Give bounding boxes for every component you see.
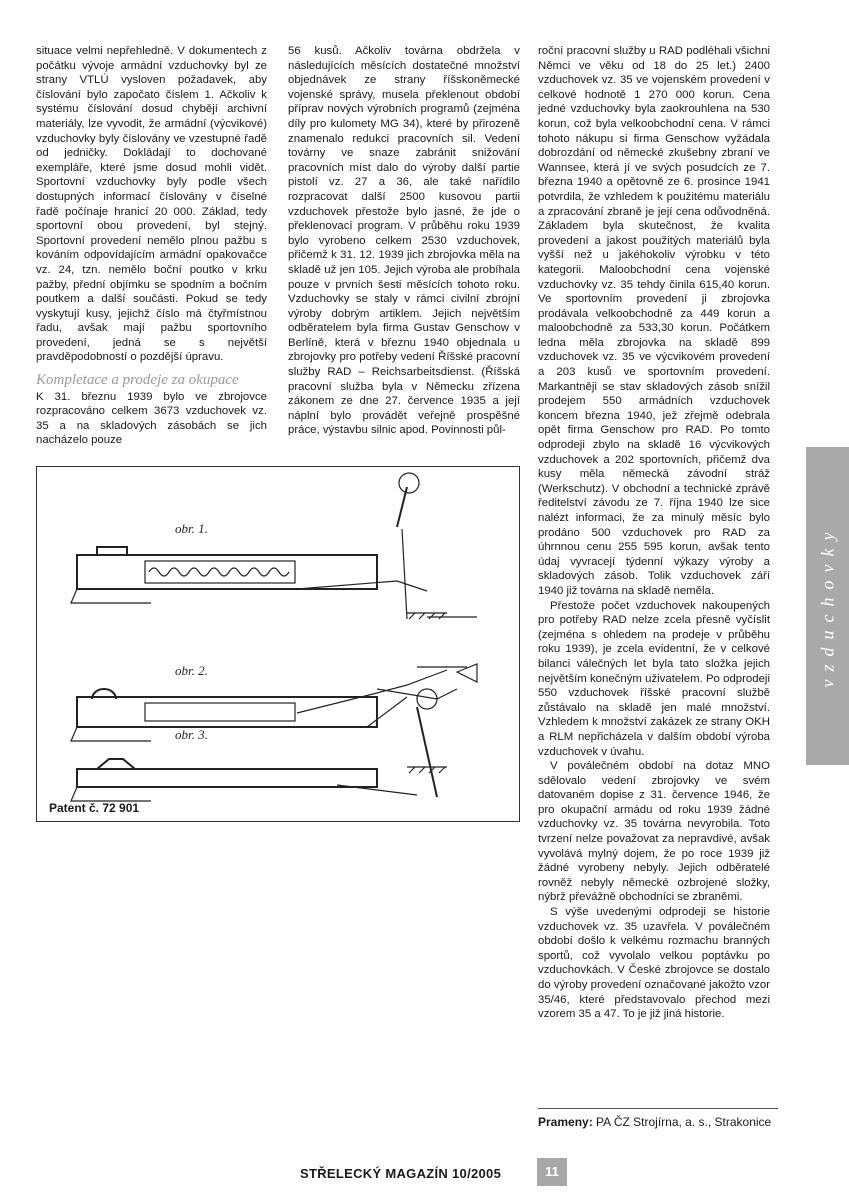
- page-number: 11: [537, 1158, 567, 1186]
- sources-text: PA ČZ Strojírna, a. s., Strakonice: [596, 1115, 772, 1129]
- mechanism-drawing-3: [71, 689, 437, 801]
- sources-label: Prameny:: [538, 1115, 593, 1129]
- mechanism-drawing-2: [71, 664, 477, 741]
- text-column-2: [288, 44, 520, 438]
- figure-caption: Patent č. 72 901: [49, 801, 140, 815]
- mechanism-drawing-1: [71, 473, 477, 667]
- paragraph: V poválečném období na dotaz MNO sdělovalo vedení zbrojovky ve svém datovaném dopise z 31. července 1946, že pro okupační armádu od roku 1939 žádné vzduchovky vz. 35 továrna nevyrobila. Toto tvrzení nelze považovat za nepravdivé, avšak vyvolává mylný dojem, že po roce 1939 již žádné vyrobeny nebyly. Jejich odběratelé rovněž nebyly německé ozbrojené složky, nýbrž převážně obchodníci se zbraněmi.: [538, 760, 770, 904]
- figure-label-obr1: obr. 1.: [175, 521, 208, 536]
- side-tab-label: vzduchovky: [817, 524, 837, 688]
- figure-label-obr3: obr. 3.: [175, 727, 208, 742]
- section-heading: Kompletace a prodeje za okupace: [36, 372, 239, 389]
- patent-drawing-svg: [37, 467, 519, 821]
- section-side-tab: [806, 447, 849, 765]
- paragraph: situace velmi nepřehledně. V dokumentech z počátku vývoje armádní vzduchovky byl ze strany VTLÚ vysloven požadavek, aby číslování bylo započato číslem 1. Ačkoliv k systému číslování dosud chybějí archivní materiály, lze vyvodit, že armádní (výcvikové) vzduchovky byly číslovány ve vzestupné řadě od jedničky. Dokládají to dochované exempláře, které jsme dosud mohli vidět. Sportovní vzduchovky byly podle všech dostupných informací číslovány v číselné řadě počínaje hranicí 20 000. Základ, tedy sportovní obou provedení, byl stejný. Sportovní provedení nemělo plnou pažbu s kováním odpovídajícím armádní opakovačce vz. 24, tzn. nemělo boční poutko v krku pažby, přední objímku se spodním a bočním poutkem a další součásti. Pokud se tedy vyskytují kusy, jejichž číslo má čtyřmístnou řadu, avšak mají pažbu sportovního provedení, jedná se s největší pravděpodobností o pozdější úpravu.: [36, 45, 267, 364]
- paragraph: S výše uvedenými odprodeji se historie vzduchovek vz. 35 uzavřela. V poválečném období došlo k velkému rozmachu branných sportů, což vyvolalo velkou poptávku po vzduchovkách. V České zbrojovce se dostalo do výroby provedení označované jakožto vzor 35/46, které představovalo přechod mezi vzorem 35 a 47. To je již jiná historie.: [538, 906, 770, 1021]
- sources: [538, 1108, 778, 1129]
- magazine-footer: STŘELECKÝ MAGAZÍN 10/2005: [300, 1166, 502, 1181]
- text-column-3: [538, 44, 770, 1022]
- text-column-1: [36, 44, 267, 448]
- figure-label-obr2: obr. 2.: [175, 663, 208, 678]
- paragraph: Přestože počet vzduchovek nakoupených pro potřeby RAD nelze zcela přesně vyčíslit (zejména s ohledem na prodeje v průběhu roku 1939), je zcela evidentní, že v celkové bilanci válečných let byla tato složka jejich největším konečným uživatelem. Po odprodeji 550 vzduchovek říšské pracovní službě zůstávalo na skladě jen malé množství. Vzhledem k množství zakázek ze strany OKH a RLM nepřicházela v dalším období výroba vzduchovek v úvahu.: [538, 599, 770, 758]
- paragraph: 56 kusů. Ačkoliv továrna obdržela v následujících měsících dostatečné množství objednávek ze strany říšskoněmecké vojenské správy, musela překlenout období příprav nových výrobních programů (zejména díly pro kulomety MG 34), které by přirozeně znamenalo redukci pracovních sil. Vedení továrny ve snaze zabránit snižování pracovních míst dalo do výroby další partie pistolí vz. 27 a 36, ale také nařídilo rozpracovat další 2500 kusovou partii vzduchovek přestože bylo jasné, že jde o překlenovací program. V průběhu roku 1939 bylo vyrobeno celkem 2530 vzduchovek, přičemž k 31. 12. 1939 jich zbrojovka měla na skladě už jen 105. Jejich výroba ale probíhala pouze v prvních šesti měsících tohoto roku. Vzduchovky se staly v rámci civilní zbrojní výroby dobrým artiklem. Jejich největším odběratelem byla firma Gustav Genschow v Berlíně, která v březnu 1940 objednala u zbrojovky pro potřeby vedení Říšské pracovní služby RAD – Reichsarbeitsdienst. (Říšská pracovní služba byla v Německu zřízena zákonem ze dne 27. července 1935 a její náplní bylo provádět veřejně prospěšné práce, výstavbu silnic apod. Povinnosti půl-: [288, 45, 520, 437]
- patent-drawing: [36, 466, 520, 822]
- paragraph: roční pracovní služby u RAD podléhali všichni Němci ve věku od 18 do 25 let.) 2400 vzduchovek vz. 35 ve vojenském provedení v celkové hodnotě 1 270 000 korun. Cena jedné vzduchovky byla zaokrouhlena na 530 korun, což byla velkoobchodní cena. V rámci tohoto nákupu si firma Genschow vyžádala dobrozdání od německé zkušebny zbraní ve Wannsee, která jí ve svých posudcích ze 7. března 1940 a opětovně ze 6. prosince 1941 potvrdila, že vzhledem k použitému materiálu a zpracování zbraně je její cena odůvodněná. Základem byla skutečnost, že kvalita provedení a jakost použitých materiálů byla vyšší než u jakéhokoliv výrobku v této kategorii. Maloobchodní cena vojenské vzduchovky vz. 35 tehdy činila 615,40 korun. Ve sportovním provedení ji zbrojovka prodávala velkoobchodně za 449 korun a maloobchodně za 533,30 korun. Počátkem ledna měla zbrojovka na skladě 899 vzduchovek vz. 35 ve výcvikovém provedení a 203 kusů ve sportovním provedení. Markantněji se stav skladových zásob snížil prodejem 550 armádních vzduchovek koncem března 1940, jež zřejmě odebrala opět firma Genschow pro RAD. Po tomto odprodeji zbylo na skladě 16 výcvikových vzduchovek a 202 sportovních, přičemž dva kusy měla německá závodní stráž (Werkschutz). V obchodní a technické zprávě ředitelství závodu ze 7. října 1940 lze sice nalézt informaci, že za minulý měsíc bylo prodáno 500 vzduchovek pro RAD za úhrnnou cenu 255 595 korun, avšak tento údaj vyvracejí týdenní výkazy výroby a skladových zásob. Tolik vzduchovek září 1940 již továrna na skladě neměla.: [538, 45, 770, 597]
- paragraph: K 31. březnu 1939 bylo ve zbrojovce rozpracováno celkem 3673 vzduchovek vz. 35 a na skladových zásobách se jich nacházelo pouze: [36, 390, 267, 447]
